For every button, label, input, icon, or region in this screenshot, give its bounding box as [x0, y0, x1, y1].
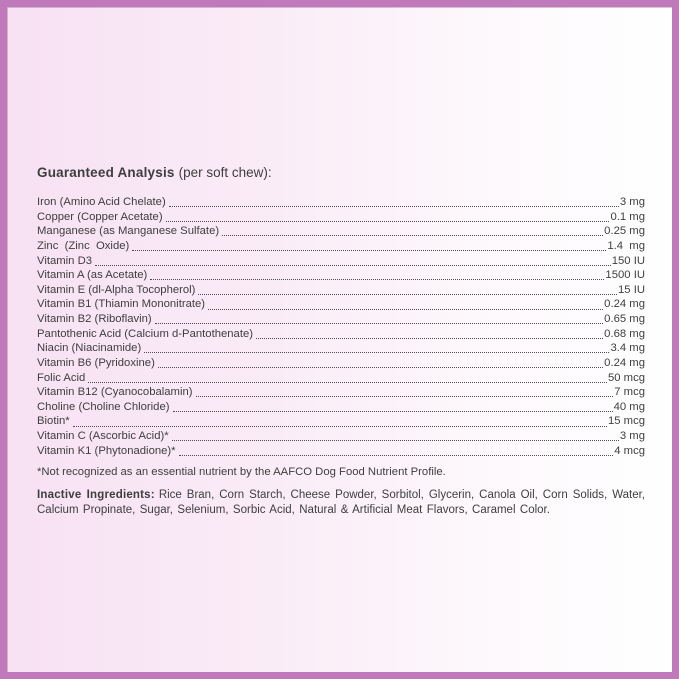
nutrient-value: 50 mcg — [607, 371, 645, 384]
nutrient-value: 3 mg — [619, 430, 645, 442]
dot-leader — [256, 338, 603, 339]
nutrient-value: 1.4 mg — [607, 239, 645, 252]
inactive-ingredients-label: Inactive Ingredients: — [37, 489, 155, 502]
aafco-footnote: *Not recognized as an essential nutrient by the AAFCO Dog Food Nutrient Profile. — [37, 466, 446, 479]
nutrient-value: 4 mcg — [614, 444, 645, 457]
nutrient-row — [37, 254, 645, 269]
inactive-ingredients — [37, 488, 645, 518]
dot-leader — [222, 235, 603, 236]
dot-leader — [196, 396, 614, 397]
inactive-ingredients-text: Rice Bran, Corn Starch, Cheese Powder, Sorbitol, Glycerin, Canola Oil, Corn Solids, Water, Calcium Propinate, Sugar, Selenium, Sorbic Acid, Natural & Artificial Meat Flavors, Caramel Color. — [37, 489, 646, 517]
dot-leader — [88, 382, 607, 383]
nutrient-name: Vitamin K1 (Phytonadione)* — [37, 444, 176, 457]
dot-leader — [198, 294, 617, 295]
dot-leader — [169, 206, 619, 207]
nutrient-name: Vitamin B1 (Thiamin Mononitrate) — [37, 298, 206, 311]
dot-leader — [95, 265, 611, 266]
nutrient-value: 0.65 mg — [604, 313, 645, 325]
dot-leader — [144, 352, 609, 353]
nutrient-name: Choline (Choline Chloride) — [37, 400, 170, 413]
dot-leader — [132, 250, 606, 251]
nutrient-value: 1500 IU — [605, 269, 645, 282]
nutrient-row — [37, 327, 645, 342]
guaranteed-analysis-panel — [7, 7, 672, 518]
dot-leader — [173, 411, 613, 412]
nutrient-row — [37, 341, 645, 356]
nutrient-name: Vitamin B6 (Pyridoxine) — [37, 356, 155, 369]
nutrient-row — [37, 239, 645, 254]
nutrient-value: 0.24 mg — [604, 298, 645, 311]
dot-leader — [155, 323, 603, 324]
nutrient-row — [37, 429, 645, 444]
dot-leader — [166, 221, 610, 222]
nutrient-value: 3.4 mg — [610, 342, 645, 355]
nutrient-row — [37, 312, 645, 327]
nutrient-value: 150 IU — [611, 254, 645, 267]
section-heading — [37, 165, 645, 181]
nutrient-row — [37, 195, 645, 210]
nutrient-row — [37, 283, 645, 298]
nutrient-value: 7 mcg — [614, 386, 645, 399]
nutrient-row — [37, 210, 645, 225]
nutrient-row — [37, 268, 645, 283]
nutrient-value: 0.68 mg — [604, 327, 645, 340]
nutrient-name: Vitamin A (as Acetate) — [37, 269, 148, 282]
dot-leader — [172, 440, 619, 441]
dot-leader — [179, 455, 614, 456]
nutrient-name: Vitamin E (dl-Alpha Tocopherol) — [37, 283, 196, 296]
heading-qualifier: (per soft chew): — [178, 165, 272, 180]
nutrient-value: 15 IU — [617, 283, 645, 296]
nutrient-name: Vitamin D3 — [37, 254, 93, 267]
dot-leader — [73, 426, 607, 427]
nutrient-row — [37, 414, 645, 429]
nutrient-row — [37, 224, 645, 239]
dot-leader — [208, 309, 603, 310]
nutrient-row — [37, 400, 645, 415]
nutrient-value: 0.1 mg — [610, 210, 645, 223]
nutrient-name: Niacin (Niacinamide) — [37, 342, 142, 355]
nutrient-value: 0.25 mg — [604, 225, 645, 238]
nutrient-row — [37, 385, 645, 400]
nutrient-row — [37, 297, 645, 312]
nutrient-name: Biotin* — [37, 415, 70, 428]
nutrient-name: Pantothenic Acid (Calcium d-Pantothenate) — [37, 327, 254, 340]
heading-title: Guaranteed Analysis — [37, 165, 175, 180]
nutrient-value: 15 mcg — [607, 415, 645, 428]
dot-leader — [150, 279, 604, 280]
nutrient-row — [37, 371, 645, 386]
nutrient-name: Vitamin C (Ascorbic Acid)* — [37, 430, 169, 442]
nutrient-list — [37, 195, 645, 458]
nutrient-name: Vitamin B12 (Cyanocobalamin) — [37, 386, 193, 399]
nutrient-name: Copper (Copper Acetate) — [37, 210, 163, 223]
nutrient-name: Folic Acid — [37, 371, 86, 384]
nutrient-row — [37, 444, 645, 459]
nutrient-name: Zinc (Zinc Oxide) — [37, 239, 130, 252]
nutrient-value: 40 mg — [613, 400, 645, 413]
nutrient-value: 3 mg — [619, 196, 645, 208]
nutrient-name: Manganese (as Manganese Sulfate) — [37, 225, 220, 238]
nutrient-name: Iron (Amino Acid Chelate) — [37, 196, 166, 208]
nutrient-row — [37, 356, 645, 371]
dot-leader — [158, 367, 603, 368]
nutrient-name: Vitamin B2 (Riboflavin) — [37, 313, 152, 325]
nutrient-value: 0.24 mg — [604, 356, 645, 369]
